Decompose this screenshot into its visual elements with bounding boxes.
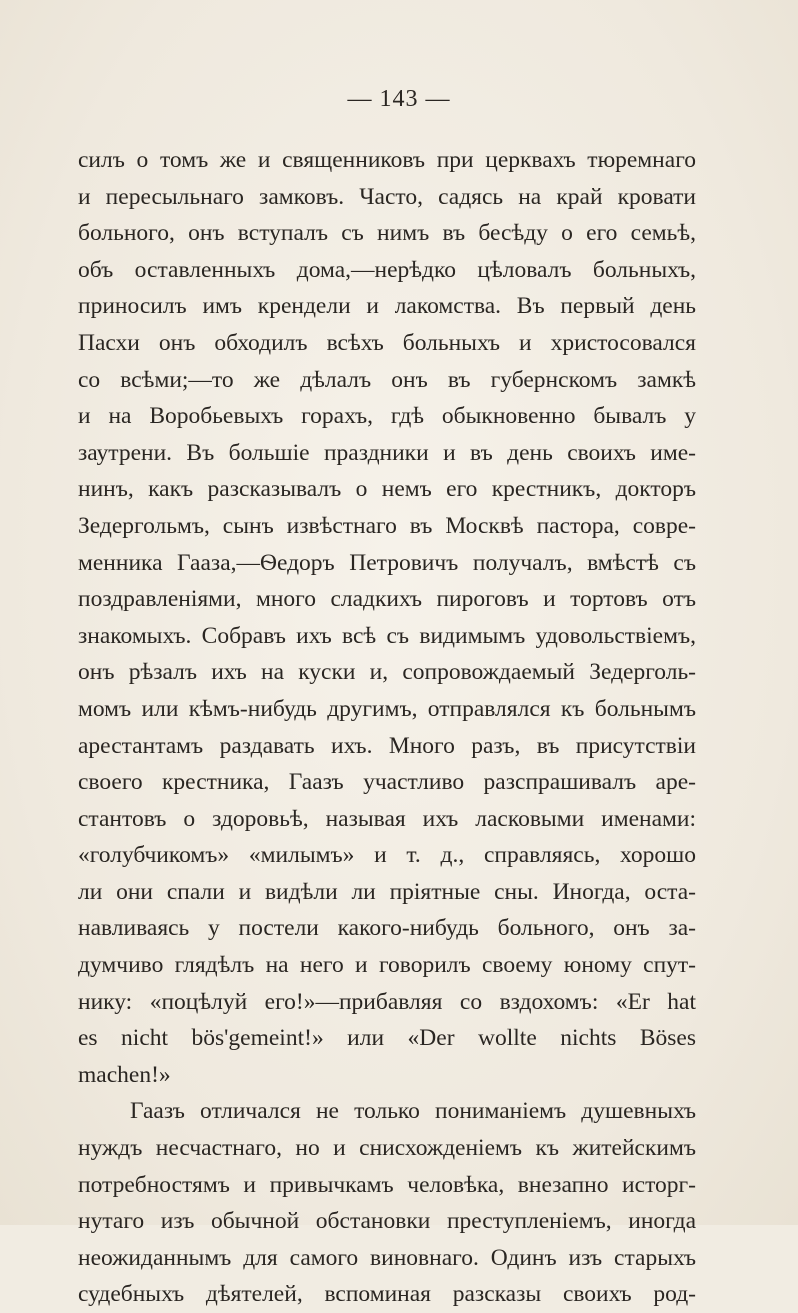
text-line: нутаго изъ обычной обстановки преступленіемъ, иногда bbox=[78, 1208, 696, 1235]
text-line: es nicht bös'gemeint!» или «Der wollte nichts Böses bbox=[78, 1025, 696, 1052]
body-text bbox=[78, 142, 696, 1313]
text-line: со всѣми;—то же дѣлалъ онъ въ губернскомъ замкѣ bbox=[78, 366, 696, 393]
text-line: навливаясь у постели какого-нибудь больного, онъ за- bbox=[78, 915, 696, 942]
paragraph-start-line: Гаазъ отличался не только пониманіемъ душевныхъ bbox=[130, 1098, 696, 1125]
text-line: и пересыльнаго замковъ. Часто, садясь на край кровати bbox=[78, 183, 696, 210]
page-number: — 143 — bbox=[347, 86, 451, 112]
text-line: своего крестника, Гаазъ участливо разспрашивалъ аре- bbox=[78, 769, 696, 796]
text-line: и на Воробьевыхъ горахъ, гдѣ обыкновенно бывалъ у bbox=[78, 403, 696, 430]
text-line: неожиданнымъ для самого виновнаго. Одинъ изъ старыхъ bbox=[78, 1244, 696, 1271]
text-line: онъ рѣзалъ ихъ на куски и, сопровождаемый Зедерголь- bbox=[78, 659, 696, 686]
text-line: объ оставленныхъ дома,—нерѣдко цѣловалъ больныхъ, bbox=[78, 256, 696, 283]
text-line: ли они спали и видѣли ли пріятные сны. Иногда, оста- bbox=[78, 878, 696, 905]
text-line: Зедергольмъ, сынъ извѣстнаго въ Москвѣ пастора, совре- bbox=[78, 512, 696, 539]
text-line: приносилъ имъ крендели и лакомства. Въ первый день bbox=[78, 293, 696, 320]
text-line: больного, онъ вступалъ съ нимъ въ бесѣду о его семьѣ, bbox=[78, 220, 696, 247]
text-line: поздравленіями, много сладкихъ пироговъ и тортовъ отъ bbox=[78, 586, 696, 613]
text-line: знакомыхъ. Собравъ ихъ всѣ съ видимымъ удовольствіемъ, bbox=[78, 622, 696, 649]
text-line: момъ или кѣмъ-нибудь другимъ, отправлялся къ больнымъ bbox=[78, 695, 696, 722]
text-line: судебныхъ дѣятелей, вспоминая разсказы своихъ род- bbox=[78, 1281, 696, 1308]
text-line: менника Гааза,—Ѳедоръ Петровичъ получалъ, вмѣстѣ съ bbox=[78, 549, 696, 576]
text-line: стантовъ о здоровьѣ, называя ихъ ласковыми именами: bbox=[78, 805, 696, 832]
text-line: потребностямъ и привычкамъ человѣка, внезапно исторг- bbox=[78, 1171, 696, 1198]
paragraph-end-line: machen!» bbox=[78, 1061, 171, 1088]
text-line: силъ о томъ же и священниковъ при церквахъ тюремнаго bbox=[78, 147, 696, 173]
text-line: нинъ, какъ разсказывалъ о немъ его крестникъ, докторъ bbox=[78, 476, 696, 503]
text-line: думчиво глядѣлъ на него и говорилъ своему юному спут- bbox=[78, 952, 696, 979]
text-line: нику: «поцѣлуй его!»—прибавляя со вздохомъ: «Er hat bbox=[78, 988, 696, 1015]
text-line: арестантамъ раздавать ихъ. Много разъ, въ присутствіи bbox=[78, 732, 696, 759]
text-line: «голубчикомъ» «милымъ» и т. д., справляясь, хорошо bbox=[78, 842, 696, 869]
text-line: заутрени. Въ большіе праздники и въ день своихъ име- bbox=[78, 439, 696, 466]
text-line: Пасхи онъ обходилъ всѣхъ больныхъ и христосовался bbox=[78, 329, 696, 356]
text-line: нуждъ несчастнаго, но и снисхожденіемъ къ житейскимъ bbox=[78, 1135, 696, 1162]
